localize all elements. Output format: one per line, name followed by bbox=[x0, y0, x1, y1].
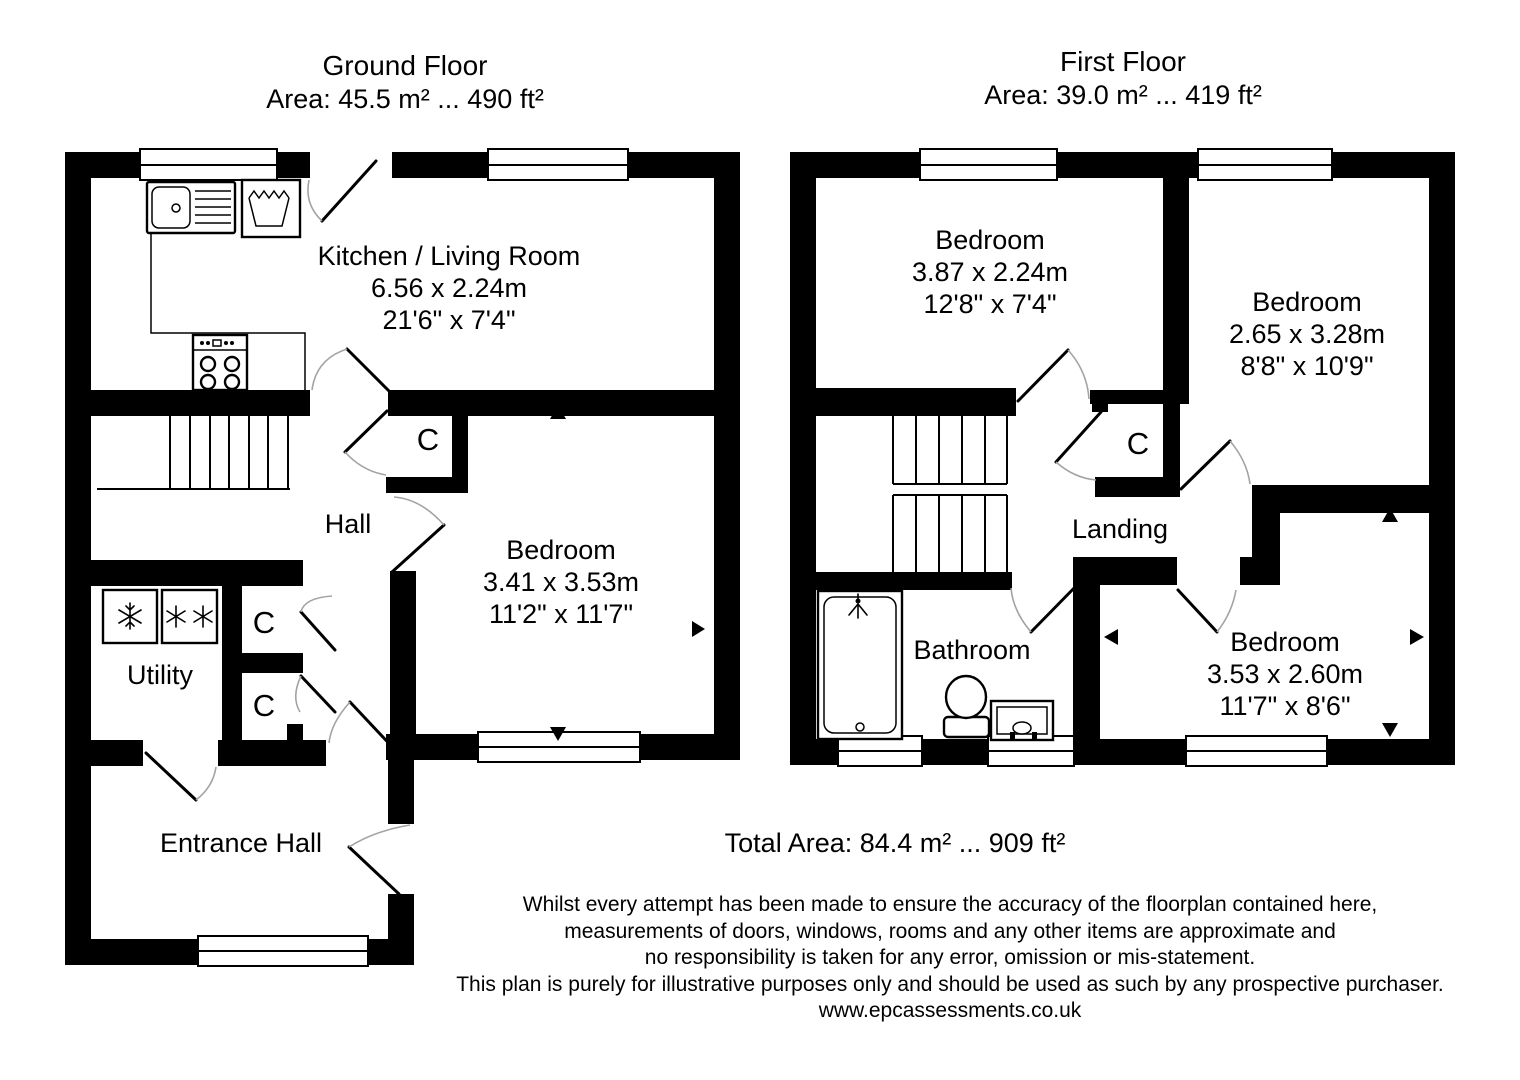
door bbox=[349, 825, 410, 894]
room-dim-imperial: 21'6" x 7'4" bbox=[382, 305, 516, 335]
toilet-icon bbox=[944, 676, 989, 737]
washing-machine-icon bbox=[242, 180, 300, 237]
door bbox=[301, 596, 335, 650]
window bbox=[1186, 736, 1327, 766]
door bbox=[1056, 412, 1101, 480]
window bbox=[140, 149, 277, 180]
website-label: www.epcassessments.co.uk bbox=[818, 999, 1082, 1022]
room-label-utility: Utility bbox=[127, 660, 193, 690]
room-label-bedroom-3: Bedroom bbox=[1230, 627, 1340, 657]
closet-label: C bbox=[416, 422, 440, 457]
room-dim-metric: 6.56 x 2.24m bbox=[370, 273, 528, 303]
basin-icon bbox=[991, 701, 1053, 740]
bathtub-icon bbox=[818, 591, 902, 739]
ground-floor-title: Ground Floor bbox=[322, 50, 488, 81]
closet-label: C bbox=[1126, 426, 1150, 461]
window bbox=[1198, 149, 1332, 180]
kitchen-sink-icon bbox=[147, 182, 235, 233]
door bbox=[345, 411, 387, 475]
door bbox=[392, 497, 444, 572]
room-label-landing: Landing bbox=[1071, 514, 1169, 544]
door bbox=[146, 753, 216, 800]
door bbox=[1178, 590, 1236, 632]
dimension-arrow bbox=[1410, 629, 1424, 645]
window bbox=[488, 149, 628, 180]
room-dim-metric: 3.41 x 3.53m bbox=[482, 567, 640, 597]
ground-floor-area: Area: 45.5 m² ... 490 ft² bbox=[266, 84, 544, 114]
room-dim-imperial: 11'2" x 11'7" bbox=[488, 599, 634, 629]
room-label-entrance-hall: Entrance Hall bbox=[159, 828, 323, 858]
total-area-label: Total Area: 84.4 m² ... 909 ft² bbox=[724, 828, 1066, 858]
room-dim-metric: 3.87 x 2.24m bbox=[911, 257, 1069, 287]
window bbox=[838, 736, 922, 766]
room-dim-imperial: 12'8" x 7'4" bbox=[923, 289, 1057, 319]
door bbox=[1011, 581, 1081, 632]
closet-label: C bbox=[252, 605, 276, 640]
disclaimer-line: This plan is purely for illustrative purposes only and should be used as such by any prospective purchaser. bbox=[456, 973, 1444, 996]
window bbox=[198, 936, 368, 966]
room-label-bedroom-1: Bedroom bbox=[935, 225, 1045, 255]
stove-icon bbox=[193, 335, 247, 390]
room-label-bathroom: Bathroom bbox=[913, 635, 1031, 665]
dimension-arrow bbox=[692, 621, 705, 637]
room-dim-metric: 2.65 x 3.28m bbox=[1228, 319, 1386, 349]
room-label-bedroom-2: Bedroom bbox=[1252, 287, 1362, 317]
room-dim-metric: 3.53 x 2.60m bbox=[1206, 659, 1364, 689]
first-floor-plan bbox=[790, 46, 1455, 766]
door bbox=[308, 161, 376, 221]
disclaimer-line: measurements of doors, windows, rooms and any other items are approximate and bbox=[564, 920, 1336, 943]
door bbox=[1018, 350, 1089, 401]
freezer-icon bbox=[162, 590, 217, 643]
fridge-icon bbox=[103, 590, 157, 643]
disclaimer-line: no responsibility is taken for any error, omission or mis-statement. bbox=[644, 946, 1256, 969]
dimension-arrow bbox=[1104, 629, 1118, 645]
room-label-hall: Hall bbox=[324, 509, 372, 539]
door bbox=[312, 349, 394, 396]
room-label-kitchen: Kitchen / Living Room bbox=[317, 241, 581, 271]
closet-label: C bbox=[252, 688, 276, 723]
dimension-arrow bbox=[1382, 723, 1398, 737]
footer bbox=[456, 828, 1444, 1022]
staircase-icon bbox=[97, 416, 290, 489]
first-floor-title: First Floor bbox=[1060, 46, 1186, 77]
ground-floor-plan bbox=[65, 50, 740, 966]
staircase-icon bbox=[893, 416, 1007, 572]
door bbox=[1181, 441, 1250, 489]
room-dim-imperial: 8'8" x 10'9" bbox=[1240, 351, 1374, 381]
disclaimer-line: Whilst every attempt has been made to ensure the accuracy of the floorplan contained here, bbox=[522, 893, 1378, 916]
room-label-bedroom: Bedroom bbox=[506, 535, 616, 565]
room-dim-imperial: 11'7" x 8'6" bbox=[1219, 691, 1351, 721]
window bbox=[920, 149, 1057, 180]
door bbox=[296, 676, 335, 712]
first-floor-area: Area: 39.0 m² ... 419 ft² bbox=[984, 80, 1262, 110]
